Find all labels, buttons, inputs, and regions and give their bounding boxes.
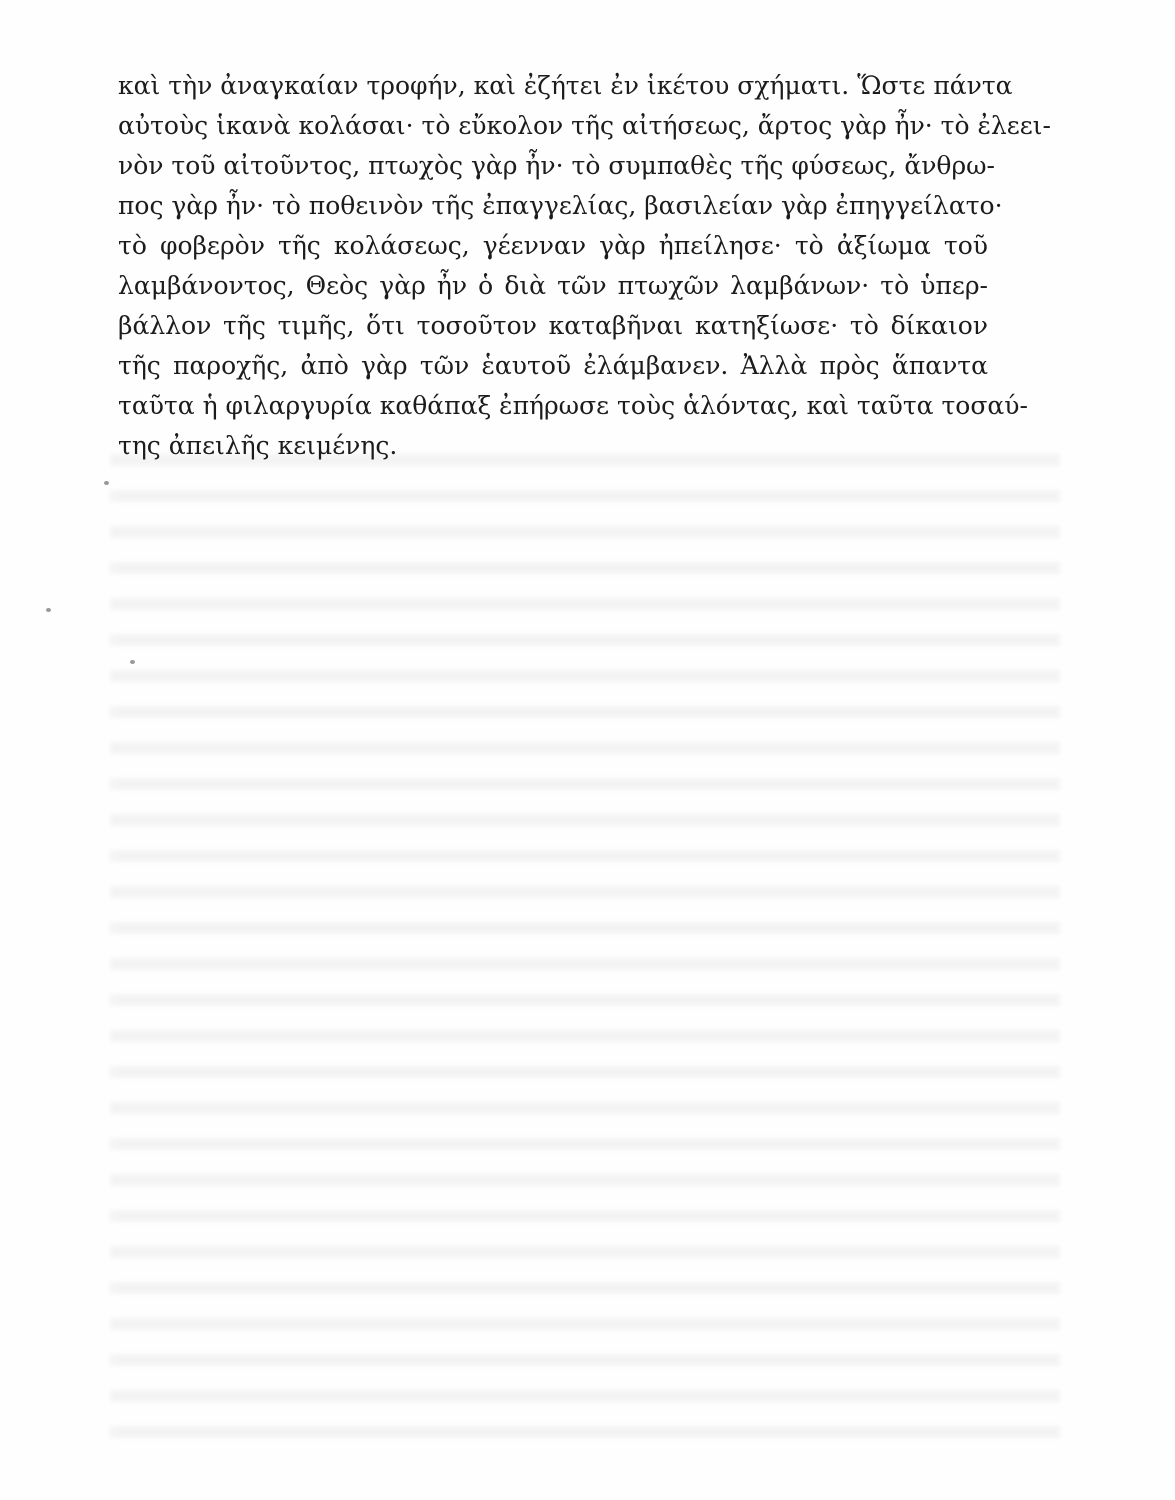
- text-line-7: βάλλον τῆς τιμῆς, ὅτι τοσοῦτον καταβῆναι κατηξίωσε· τὸ δίκαιον: [118, 311, 988, 340]
- text-line-9: ταῦτα ἡ φιλαργυρία καθάπαξ ἐπήρωσε τοὺς ἁλόντας, καὶ ταῦτα τοσαύ-: [118, 391, 1028, 420]
- text-line-5: τὸ φοβερὸν τῆς κολάσεως, γέενναν γὰρ ἠπείλησε· τὸ ἀξίωμα τοῦ: [118, 231, 988, 260]
- text-line-10: της ἀπειλῆς κειμένης.: [118, 431, 398, 460]
- scan-speck: [130, 660, 135, 664]
- text-line-6: λαμβάνοντος, Θεὸς γὰρ ἦν ὁ διὰ τῶν πτωχῶν λαμβάνων· τὸ ὑπερ-: [118, 271, 988, 300]
- scan-speck: [104, 481, 109, 485]
- text-line-1: καὶ τὴν ἀναγκαίαν τροφήν, καὶ ἐζήτει ἐν ἱκέτου σχήματι. Ὥστε πάντα: [118, 71, 1013, 100]
- text-line-4: πος γὰρ ἦν· τὸ ποθεινὸν τῆς ἐπαγγελίας, βασιλείαν γὰρ ἐπηγγείλατο·: [118, 191, 1003, 220]
- text-line-2: αὐτοὺς ἱκανὰ κολάσαι· τὸ εὔκολον τῆς αἰτήσεως, ἄρτος γὰρ ἦν· τὸ ἐλεει-: [118, 111, 1051, 140]
- greek-text-paragraph: [118, 66, 1051, 466]
- text-line-3: νὸν τοῦ αἰτοῦντος, πτωχὸς γὰρ ἦν· τὸ συμπαθὲς τῆς φύσεως, ἄνθρω-: [118, 151, 995, 180]
- bleed-through-texture: [110, 440, 1060, 1440]
- scan-speck: [46, 608, 51, 612]
- text-line-8: τῆς παροχῆς, ἀπὸ γὰρ τῶν ἑαυτοῦ ἐλάμβανεν. Ἀλλὰ πρὸς ἅπαντα: [118, 351, 988, 380]
